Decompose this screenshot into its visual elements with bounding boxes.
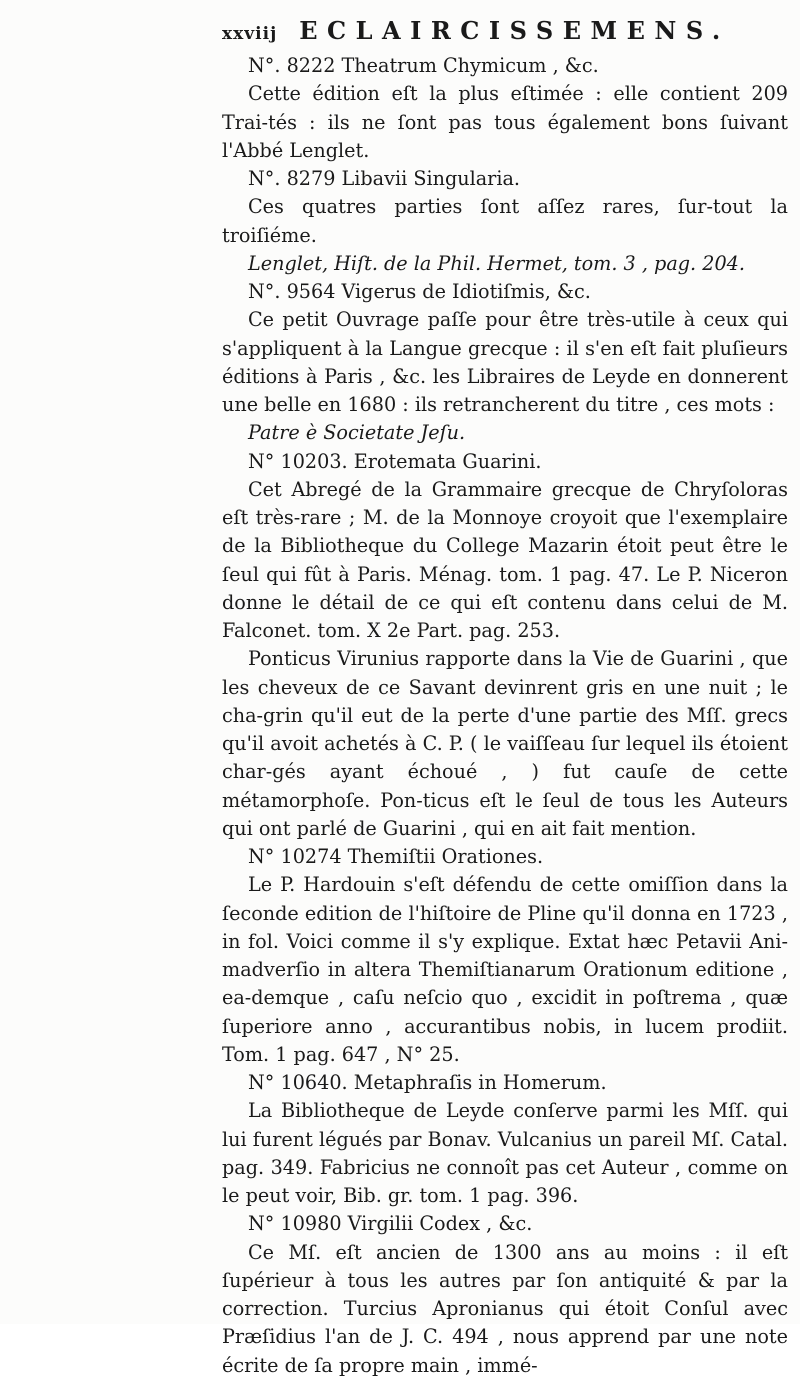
page-header bbox=[222, 16, 782, 48]
body-paragraph: Ce Mſ. eſt ancien de 1300 ans au moins : il eſt ſupérieur à tous les autres par ſon antiquité & par la correction. Turcius Apronianus qui étoit Conſul avec Præſidius l'an de J. C. 494 , nous apprend par une note écrite de ſa propre main , immé- bbox=[222, 1240, 788, 1377]
text-block bbox=[222, 52, 788, 1380]
body-paragraph bbox=[222, 306, 788, 447]
running-title: ECLAIRCISSEMENS. bbox=[299, 16, 730, 45]
body-paragraph: Ponticus Virunius rapporte dans la Vie de Guarini , que les cheveux de ce Savant devinrent gris en une nuit ; le cha-grin qu'il eut de la perte d'une partie des Mſſ. grecs qu'il avoit achetés à C. P. ( le vaiſſeau ſur lequel ils étoient char-gés ayant échoué , ) fut cauſe de cette métamorphoſe. Pon-ticus eſt le ſeul de tous les Auteurs qui ont parlé de Guarini , qui en ait fait mention. bbox=[222, 647, 788, 840]
body-paragraph: Cet Abregé de la Grammaire grecque de Chryſoloras eſt très-rare ; M. de la Monnoye croyoit que l'exemplaire de la Bibliotheque du College Mazarin étoit peut être le ſeul qui fût à Paris. Ménag. tom. 1 pag. 47. Le P. Niceron donne le détail de ce qui eſt contenu dans celui de M. Falconet. tom. X 2e Part. pag. 253. bbox=[222, 477, 788, 642]
catalog-entry-8279: N°. 8279 Libavii Singularia. bbox=[248, 167, 521, 190]
catalog-entry-10640: N° 10640. Metaphraſis in Homerum. bbox=[248, 1071, 607, 1094]
body-text: Ces quatres parties ſont aſſez rares, ſur-tout la troiſiéme. bbox=[222, 195, 788, 247]
body-paragraph: Cette édition eſt la plus eſtimée : elle contient 209 Trai-tés : ils ne ſont pas tous également bons ſuivant l'Abbé Lenglet. bbox=[222, 82, 788, 162]
catalog-entry-9564: N°. 9564 Vigerus de Idiotiſmis, &c. bbox=[248, 280, 591, 303]
catalog-entry-10203: N° 10203. Erotemata Guarini. bbox=[248, 449, 542, 473]
catalog-entry-10274: N° 10274 Themiſtii Orationes. bbox=[248, 845, 544, 868]
body-paragraph: Le P. Hardouin s'eſt défendu de cette omiſſion dans la ſeconde edition de l'hiſtoire de Pline qu'il donna en 1723 , in fol. Voici comme il s'y explique. Extat hæc Petavii Ani-madverſio in altera Themiſtianarum Orationum editione , ea-demque , caſu neſcio quo , excidit in poſtrema , quæ ſuperiore anno , accurantibus nobis, in lucem prodiit. Tom. 1 pag. 647 , N° 25. bbox=[222, 873, 788, 1066]
page-number: xxviij bbox=[222, 24, 278, 44]
catalog-entry-8222: N°. 8222 Theatrum Chymicum , &c. bbox=[248, 54, 599, 77]
bibliographic-reference: Lenglet, Hiſt. de la Phil. Hermet, tom. 3 , pag. 204. bbox=[248, 251, 745, 275]
quoted-title-words: Patre è Societate Jeſu. bbox=[248, 421, 466, 445]
body-paragraph bbox=[222, 193, 788, 278]
catalog-entry-10980: N° 10980 Virgilii Codex , &c. bbox=[248, 1212, 533, 1236]
body-text: Ce petit Ouvrage paſſe pour être très-utile à ceux qui s'appliquent à la Langue grecque : il s'en eſt fait pluſieurs éditions à Paris , &c. les Libraires de Leyde en donnerent une belle en 1680 : ils retrancherent du titre , ces mots : bbox=[222, 308, 788, 416]
body-paragraph: La Bibliotheque de Leyde conſerve parmi les Mſſ. qui lui furent légués par Bonav. Vulcanius un pareil Mſ. Catal. pag. 349. Fabricius ne connoît pas cet Auteur , comme on le peut voir, Bib. gr. tom. 1 pag. 396. bbox=[222, 1099, 788, 1207]
